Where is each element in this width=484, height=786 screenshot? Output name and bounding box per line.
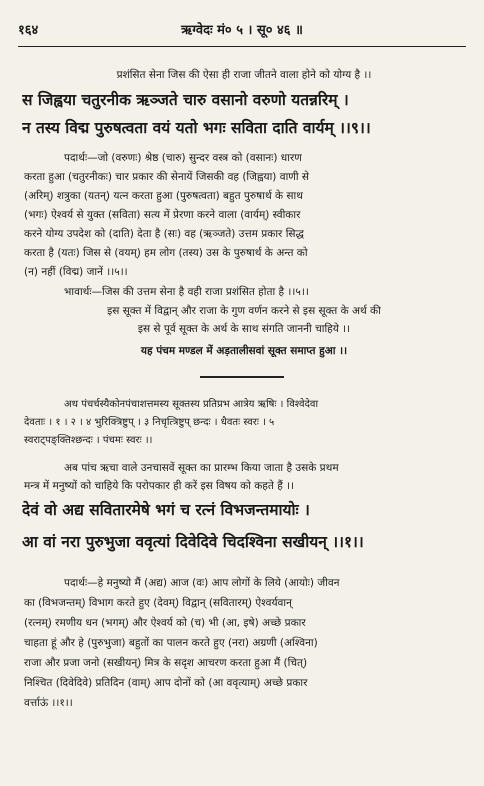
padartha-line: करने योग्य उपदेश को (दाति) देता है (सः) वह (ऋञ्जते) उत्तम प्रकार सिद्ध — [24, 228, 304, 240]
sukta-end-line: यह पंचम मण्डल में अड़तालीसवां सूक्त समाप्त हुआ ।। — [140, 345, 348, 357]
devata-line: देवताः । १ । २ । ४ भुरिक्त्रिष्टुप् । ३ निचृत्त्रिष्टुप् छन्दः । धैवतः स्वरः । ५ — [24, 417, 275, 428]
intro-line: अब पांच ऋचा वाले उनचासवें सूक्त का प्रारम्भ किया जाता है उसके प्रथम — [64, 462, 339, 474]
intro-line: प्रशंसित सेना जिस की ऐसा ही राजा जीतने वाला होने को योग्य है ।। — [116, 69, 372, 81]
padartha-line: (रत्नम्) रमणीय धन (भगम्) और ऐश्वर्य को (च) भी (आ, इषे) अच्छे प्रकार — [24, 617, 306, 629]
padartha-line: वर्त्ताऊं ।।१।। — [24, 697, 73, 709]
padartha-line: करता है (यतः) जिस से (वयम्) हम लोग (तस्य) उस के पुरुषार्थ के अन्त को — [24, 247, 308, 259]
padartha-line: करता हुआ (चतुरनीकः) चार प्रकार की सेनायें जिसकी वह (जिह्वया) वाणी से — [24, 171, 310, 183]
running-title: ऋग्वेदः मं० ५ । सू० ४६ ॥ — [181, 23, 303, 38]
page-number: १६४ — [18, 23, 39, 38]
header-rule — [18, 46, 466, 47]
padartha-line: राजा और प्रजा जनो (सखीयन्) मित्र के सदृश आचरण करता हुआ मैं (चित्) — [24, 657, 308, 669]
mantra-line-1: स जिह्वया चतुरनीक ऋञ्जते चारु वसानो वरुणो यतन्नरिम् । — [22, 91, 349, 109]
mantra-line-2: आ वां नरा पुरुभुजा ववृत्यां दिवेदिवे चिदश्विना सखीयन् ।।१।। — [22, 533, 364, 551]
padartha-line: पदार्थः—हे मनुष्यो मैं (अद्य) आज (वः) आप लोगों के लिये (आयोः) जीवन — [64, 577, 340, 589]
padartha-line: चाहता हूं और हे (पुरुभुजा) बहुतों का पालन करते हुए (नरा) अग्रणी (अश्विना) — [24, 637, 318, 649]
mantra-line-2: न तस्य विद्म पुरुषत्वता वयं यतो भगः सविता दाति वार्यम् ।।९।। — [22, 119, 371, 137]
intro-line: मन्त्र में मनुष्यों को चाहिये कि परोपकार ही करें इस विषय को कहते हैं ।। — [24, 480, 295, 492]
padartha-line: का (विभजन्तम्) विभाग करते हुए (देवम्) विद्वान् (सवितारम्) ऐश्वर्यवान् — [24, 597, 292, 609]
padartha-line: (न) नहीं (विद्म) जानें ।।५।। — [24, 266, 128, 278]
page-header — [18, 20, 466, 42]
padartha-line: पदार्थः—जो (वरुणः) श्रेष्ठ (चारु) सुन्दर वस्त्र को (वसानः) धारण — [64, 152, 302, 164]
padartha-line: (अरिम्) शत्रुका (यतन्) यत्न करता हुआ (पुरुषत्वता) बहुत पुरुषार्थ के साथ — [24, 190, 303, 202]
sukta-summary-line: इस सूक्त में विद्वान् और राजा के गुण वर्णन करने से इस सूक्त के अर्थ की — [107, 305, 381, 317]
rishi-line: अथ पंचर्चस्यैकोनपंचाशत्तमस्य सूक्तस्य प्रतिप्रभ आत्रेय ऋषिः । विश्वेदेवा — [64, 399, 319, 410]
padartha-line: (भगः) ऐश्वर्य से युक्त (सविता) सत्य में प्रेरणा करने वाला (वार्यम्) स्वीकार — [24, 209, 301, 221]
chhanda-line: स्वराट्पङ्क्तिश्छन्दः । पंचमः स्वरः ।। — [24, 435, 153, 446]
sukta-summary-line: इस से पूर्व सूक्त के अर्थ के साथ संगति जाननी चाहिये ।। — [137, 323, 351, 335]
padartha-line: निश्चित (दिवेदिवे) प्रतिदिन (वाम्) आप दोनों को (आ ववृत्याम्) अच्छे प्रकार — [24, 677, 308, 689]
mantra-line-1: देवं वो अद्य सवितारमेषे भगं च रत्नं विभजन्तमायोः । — [22, 501, 310, 519]
section-rule — [200, 376, 284, 378]
bhavartha-line: भावार्थः—जिस की उत्तम सेना है वही राजा प्रशंसित होता है ।।५।। — [64, 286, 309, 298]
